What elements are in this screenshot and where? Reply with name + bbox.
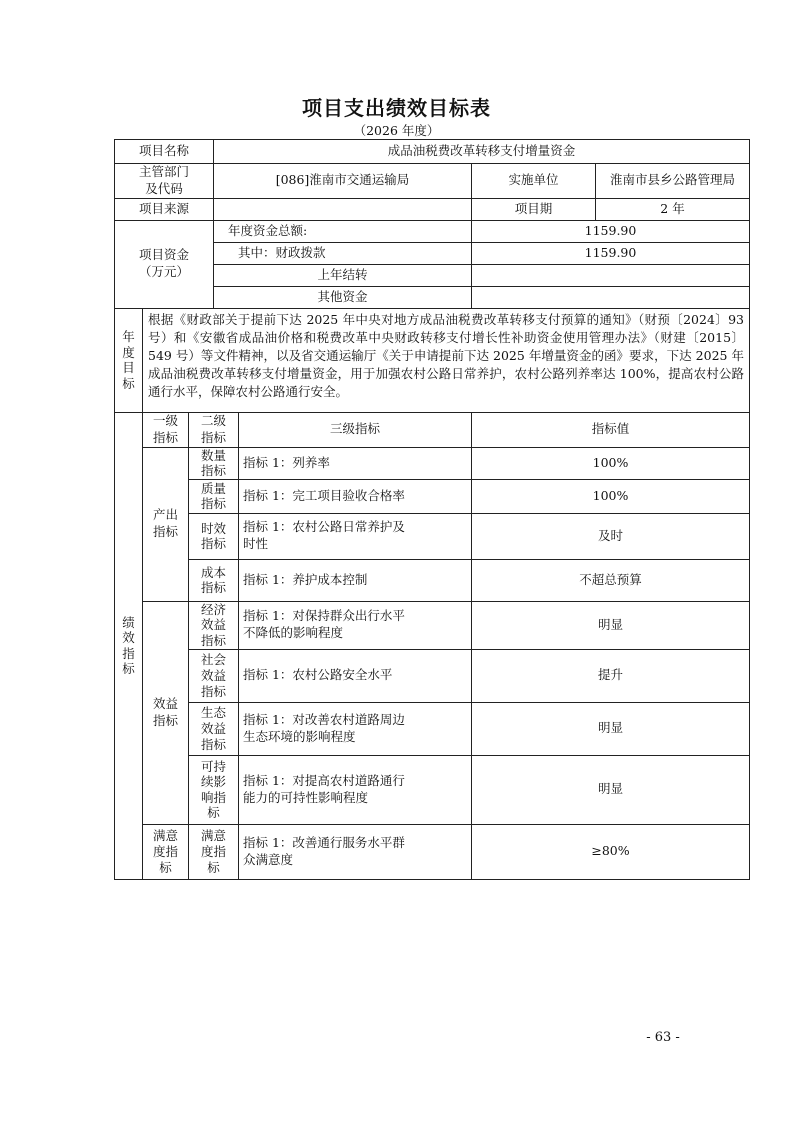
- indicator-value: 及时: [472, 513, 750, 559]
- indicator-level2: 经济 效益 指标: [189, 601, 239, 649]
- indicator-level3: 指标 1：对提高农村道路通行 能力的可持性影响程度: [239, 755, 472, 824]
- indicator-value: 100%: [472, 479, 750, 513]
- funds-total-label: 年度资金总额:: [214, 220, 472, 242]
- label-period: 项目期: [472, 198, 596, 220]
- value-department: [086]淮南市交通运输局: [214, 164, 472, 199]
- performance-table: [114, 139, 750, 880]
- indicator-value: 提升: [472, 649, 750, 702]
- indicator-value: 明显: [472, 755, 750, 824]
- funds-carryover-label: 上年结转: [214, 264, 472, 286]
- funds-other-value: [472, 286, 750, 308]
- indicator-row: [115, 824, 750, 879]
- label-annual-goal: 年 度 目 标: [115, 308, 143, 412]
- header-level3: 三级指标: [239, 412, 472, 447]
- indicator-level3: 指标 1：农村公路日常养护及 时性: [239, 513, 472, 559]
- header-level2: 二级 指标: [189, 412, 239, 447]
- annual-goal-text: 根据《财政部关于提前下达 2025 年中央对地方成品油税费改革转移支付预算的通知》（财预〔2024〕93 号）和《安徽省成品油价格和税费改革中央财政转移支付增长性补助资金使用管理办法》（财建〔2015〕549 号）等文件精神，以及省交通运输厅《关于申请提前下达 2025 年增量资金的函》要求，下达 2025 年成品油税费改革转移支付增量资金，用于加强农村公路日常养护，农村公路列养率达 100%，提高农村公路通行水平，保障农村公路通行安全。: [143, 308, 750, 412]
- indicator-value: 不超总预算: [472, 559, 750, 601]
- header-level1: 一级 指标: [143, 412, 189, 447]
- value-period: 2 年: [596, 198, 750, 220]
- indicator-value: ≥80%: [472, 824, 750, 879]
- indicator-level3: 指标 1：列养率: [239, 447, 472, 479]
- funds-fiscal-value: 1159.90: [472, 242, 750, 264]
- label-project-name: 项目名称: [115, 140, 214, 164]
- indicator-value: 100%: [472, 447, 750, 479]
- indicator-row: [115, 559, 750, 601]
- label-performance: 绩 效 指 标: [115, 412, 143, 879]
- label-benefit-indicators: 效益 指标: [143, 601, 189, 824]
- indicator-level2: 时效 指标: [189, 513, 239, 559]
- page-title: 项目支出绩效目标表: [302, 96, 491, 120]
- indicator-level2: 满意 度指 标: [189, 824, 239, 879]
- value-source: [214, 198, 472, 220]
- label-source: 项目来源: [115, 198, 214, 220]
- row-funds-total: [115, 220, 750, 242]
- page-number: - 63 -: [646, 1030, 680, 1045]
- label-output-indicators: 产出 指标: [143, 447, 189, 601]
- funds-fiscal-label: 其中：财政拨款: [214, 242, 472, 264]
- fiscal-year: （2026 年度）: [353, 123, 440, 138]
- indicator-level3: 指标 1：农村公路安全水平: [239, 649, 472, 702]
- label-satisfaction-indicators: 满意 度指 标: [143, 824, 189, 879]
- funds-other-label: 其他资金: [214, 286, 472, 308]
- funds-carryover-value: [472, 264, 750, 286]
- row-indicator-header: [115, 412, 750, 447]
- row-annual-goal: [115, 308, 750, 412]
- label-department: 主管部门 及代码: [115, 164, 214, 199]
- indicator-value: 明显: [472, 601, 750, 649]
- indicator-level2: 质量 指标: [189, 479, 239, 513]
- indicator-row: [115, 649, 750, 702]
- row-department: [115, 164, 750, 199]
- indicator-level2: 可持 续影 响指 标: [189, 755, 239, 824]
- header-value: 指标值: [472, 412, 750, 447]
- indicator-level3: 指标 1：改善通行服务水平群 众满意度: [239, 824, 472, 879]
- indicator-value: 明显: [472, 702, 750, 755]
- indicator-level2: 社会 效益 指标: [189, 649, 239, 702]
- indicator-row: [115, 513, 750, 559]
- indicator-level2: 成本 指标: [189, 559, 239, 601]
- indicator-level3: 指标 1：养护成本控制: [239, 559, 472, 601]
- indicator-level3: 指标 1：对保持群众出行水平 不降低的影响程度: [239, 601, 472, 649]
- label-funds: 项目资金 （万元）: [115, 220, 214, 308]
- indicator-level2: 数量 指标: [189, 447, 239, 479]
- row-source: [115, 198, 750, 220]
- indicator-row: [115, 447, 750, 479]
- indicator-row: [115, 702, 750, 755]
- indicator-row: [115, 601, 750, 649]
- funds-total-value: 1159.90: [472, 220, 750, 242]
- indicator-row: [115, 479, 750, 513]
- row-project-name: [115, 140, 750, 164]
- indicator-level3: 指标 1：完工项目验收合格率: [239, 479, 472, 513]
- indicator-row: [115, 755, 750, 824]
- indicator-level3: 指标 1：对改善农村道路周边 生态环境的影响程度: [239, 702, 472, 755]
- indicator-level2: 生态 效益 指标: [189, 702, 239, 755]
- value-implementing-unit: 淮南市县乡公路管理局: [596, 164, 750, 199]
- label-implementing-unit: 实施单位: [472, 164, 596, 199]
- value-project-name: 成品油税费改革转移支付增量资金: [214, 140, 750, 164]
